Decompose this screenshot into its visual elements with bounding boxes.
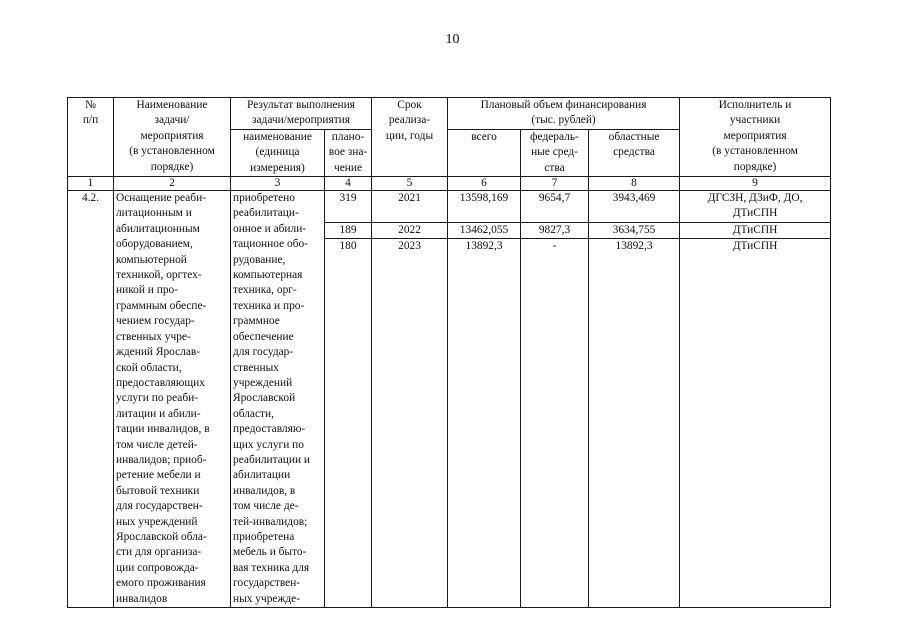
- executor-cell: ДТиСПН: [680, 222, 831, 238]
- column-number: 8: [589, 177, 680, 191]
- task-name-cell: Оснащение реаби- литационным и абилитационным оборудованием, компьютерной техникой, оргтех- никой и про- граммным обеспе- чением государ- ственных учре- ждений Ярослав- ской области, предоставляющих услуги по реаби- литации и абили- тации инвалидов, в том числе детей- инвалидов; приоб- ретение мебели и бытовой техники для государствен- ных учреждений Ярославской обла- сти для организа- ции сопровожда- емого проживания инвалидов: [114, 191, 231, 608]
- measures-table: [67, 97, 831, 608]
- regional-cell: 13892,3: [589, 239, 680, 608]
- header-finance-group: Плановый объем финансирования (тыс. рублей): [448, 98, 680, 130]
- year-cell: 2023: [372, 239, 448, 608]
- federal-cell: -: [521, 239, 589, 608]
- column-number: 4: [325, 177, 372, 191]
- header-executor: Исполнитель и участники мероприятия (в установленном порядке): [680, 98, 831, 177]
- header-task: Наименование задачи/ мероприятия (в установленном порядке): [114, 98, 231, 177]
- header-fin-total: всего: [448, 129, 521, 176]
- row-number: 4.2.: [68, 191, 114, 608]
- column-number-row: [68, 177, 831, 191]
- executor-cell: ДГСЗН, ДЗиФ, ДО, ДТиСПН: [680, 191, 831, 223]
- column-number: 3: [231, 177, 325, 191]
- total-cell: 13892,3: [448, 239, 521, 608]
- plan-value-cell: 180: [325, 239, 372, 608]
- regional-cell: 3943,469: [589, 191, 680, 223]
- header-result-name: наименование (единица измерения): [231, 129, 325, 176]
- header-result-group: Результат выполнения задачи/мероприятия: [231, 98, 372, 130]
- column-number: 1: [68, 177, 114, 191]
- total-cell: 13462,055: [448, 222, 521, 238]
- plan-value-cell: 319: [325, 191, 372, 223]
- year-cell: 2021: [372, 191, 448, 223]
- column-number: 6: [448, 177, 521, 191]
- header-fin-regional: областные средства: [589, 129, 680, 176]
- header-fin-federal: федераль- ные сред- ства: [521, 129, 589, 176]
- page-number: 10: [445, 32, 460, 47]
- column-number: 2: [114, 177, 231, 191]
- header-result-plan: плано- вое зна- чение: [325, 129, 372, 176]
- column-number: 7: [521, 177, 589, 191]
- column-number: 5: [372, 177, 448, 191]
- regional-cell: 3634,755: [589, 222, 680, 238]
- total-cell: 13598,169: [448, 191, 521, 223]
- plan-value-cell: 189: [325, 222, 372, 238]
- federal-cell: 9827,3: [521, 222, 589, 238]
- federal-cell: 9654,7: [521, 191, 589, 223]
- column-number: 9: [680, 177, 831, 191]
- header-row-1: [68, 98, 831, 130]
- table-row: [68, 191, 831, 223]
- header-number: № п/п: [68, 98, 114, 177]
- year-cell: 2022: [372, 222, 448, 238]
- header-term: Срок реализа- ции, годы: [372, 98, 448, 177]
- executor-cell: ДТиСПН: [680, 239, 831, 608]
- result-name-cell: приобретено реабилитаци- онное и абили- тационное обо- рудование, компьютерная техника, орг- техника и про- граммное обеспечение для государ- ственных учреждений Ярославской области, предоставляю- щих услуги по реабилитации и абилитации инвалидов, в том числе де- тей-инвалидов; приобретена мебель и быто- вая техника для государствен- ных учрежде-: [231, 191, 325, 608]
